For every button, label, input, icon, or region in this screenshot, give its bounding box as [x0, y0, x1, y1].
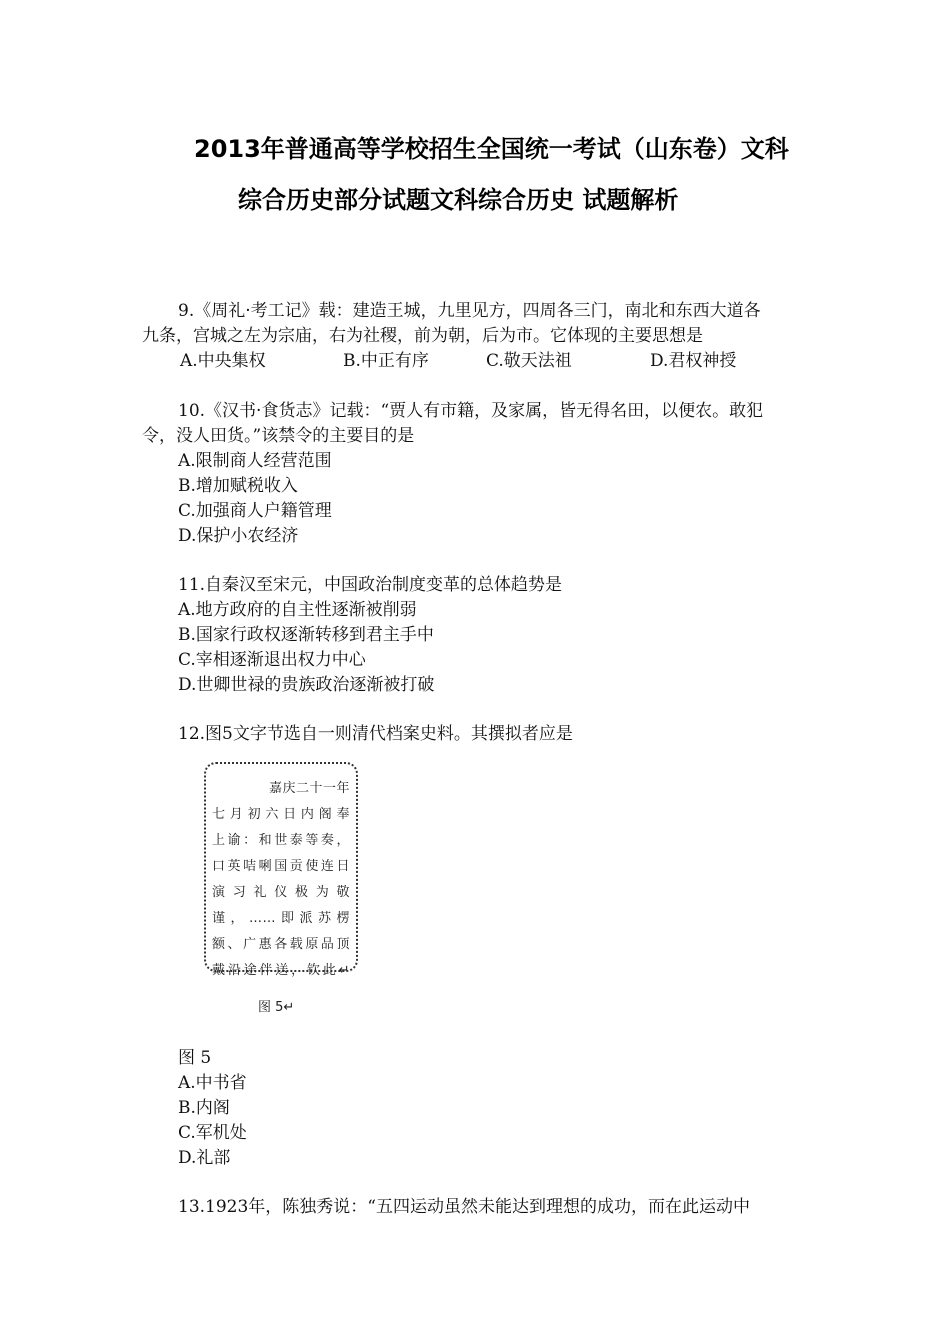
q10-option-d: D.保护小农经济 [178, 526, 299, 546]
q9-option-b: B.中正有序 [343, 351, 429, 371]
q12-option-b: B.内阁 [178, 1098, 230, 1118]
q12-stem: 12.图5文字节选自一则清代档案史料。其撰拟者应是 [178, 724, 573, 744]
q10-option-b: B.增加赋税收入 [178, 476, 298, 496]
q10-stem-line-2: 令，没人田货。”该禁令的主要目的是 [142, 426, 415, 446]
document-title-line-2: 综合历史部分试题文科综合历史 试题解析 [238, 186, 679, 214]
q10-option-c: C.加强商人户籍管理 [178, 501, 332, 521]
q12-figure-label: 图 5 [178, 1048, 212, 1068]
figure-line: 谨，……即派苏楞 [212, 911, 350, 926]
figure-line: 嘉庆二十一年 [268, 781, 350, 796]
figure-line: 七月初六日内阁奉 [212, 807, 350, 822]
q9-option-d: D.君权神授 [650, 351, 737, 371]
q11-option-b: B.国家行政权逐渐转移到君主手中 [178, 625, 434, 645]
q10-option-a: A.限制商人经营范围 [178, 451, 332, 471]
figure-line: 上谕：和世泰等奏， [212, 833, 350, 848]
document-title-line-1: 2013年普通高等学校招生全国统一考试（山东卷）文科 [194, 135, 789, 163]
q12-option-d: D.礼部 [178, 1148, 231, 1168]
q9-stem-line-2: 九条，宫城之左为宗庙，右为社稷，前为朝，后为市。它体现的主要思想是 [142, 326, 703, 346]
q9-option-c: C.敬天法祖 [486, 351, 572, 371]
q9-stem-line-1: 9.《周礼·考工记》载：建造王城，九里见方，四周各三门，南北和东西大道各 [178, 301, 761, 321]
figure-line: 额、广惠各载原品顶 [212, 937, 350, 952]
q11-option-c: C.宰相逐渐退出权力中心 [178, 650, 366, 670]
q12-option-a: A.中书省 [178, 1073, 247, 1093]
q9-option-a: A.中央集权 [180, 351, 266, 371]
q10-stem-line-1: 10.《汉书·食货志》记载：“贾人有市籍，及家属，皆无得名田，以便农。敢犯 [178, 401, 764, 421]
q11-option-d: D.世卿世禄的贵族政治逐渐被打破 [178, 675, 435, 695]
figure-line: 演习礼仪极为敬 [212, 885, 350, 900]
figure-line: 戴沿途伴送，钦此↵ [212, 963, 350, 978]
q11-stem: 11.自秦汉至宋元，中国政治制度变革的总体趋势是 [178, 575, 563, 595]
figure-caption: 图 5↵ [258, 1000, 295, 1015]
figure-line: 口英咭唎国贡使连日 [212, 859, 350, 874]
q12-option-c: C.军机处 [178, 1123, 247, 1143]
q11-option-a: A.地方政府的自主性逐渐被削弱 [178, 600, 417, 620]
q13-stem-line-1: 13.1923年，陈独秀说：“五四运动虽然未能达到理想的成功，而在此运动中 [178, 1197, 750, 1217]
figure-5-archive-excerpt [204, 762, 358, 978]
